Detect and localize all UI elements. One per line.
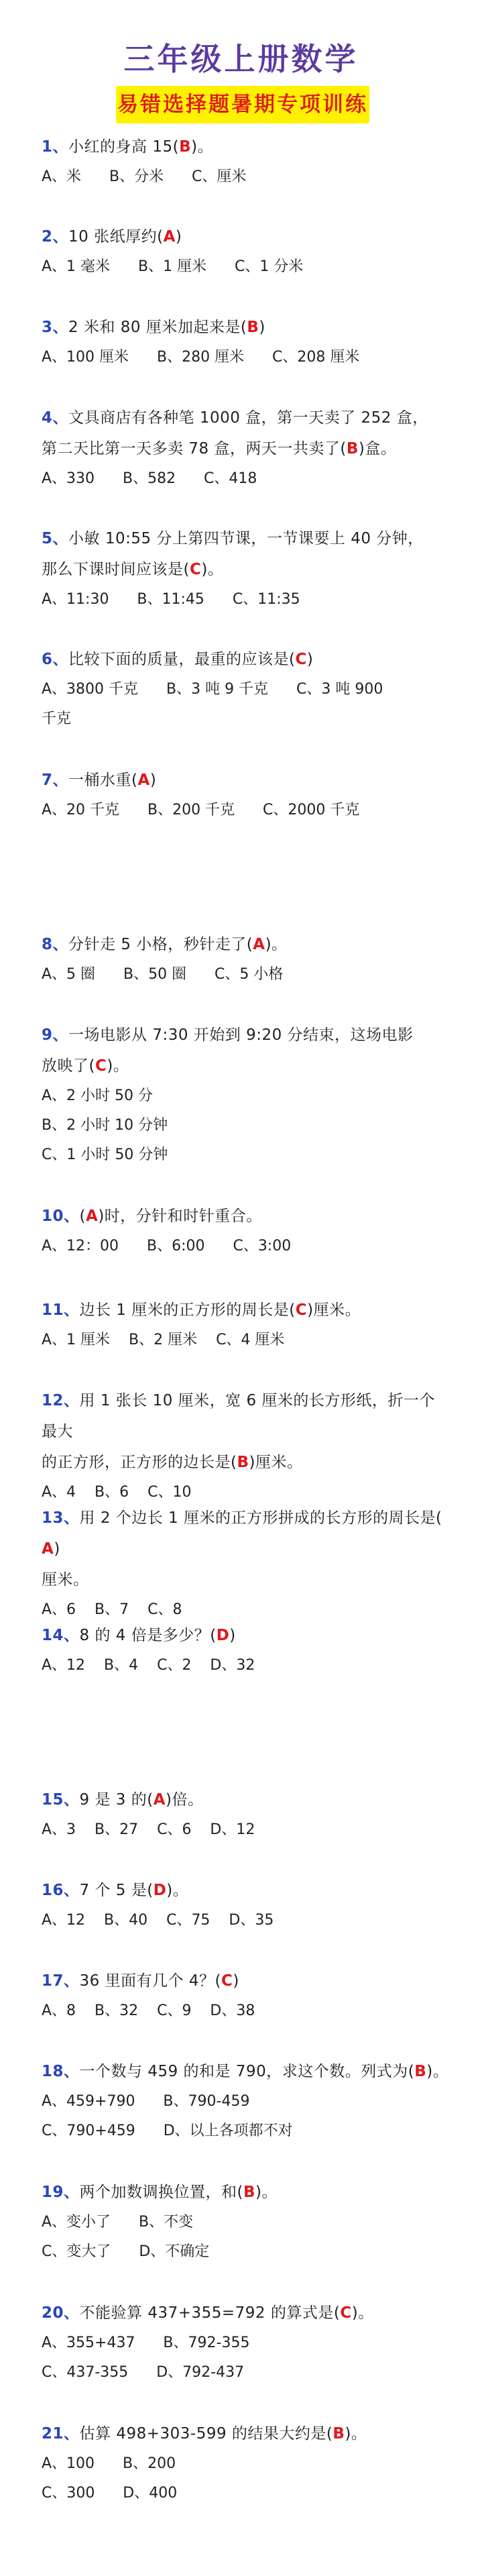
options-line: A、11:30 B、11:45 C、11:35 [42,591,300,608]
question-text: 比较下面的质量，最重的应该是( [68,651,296,668]
question-text-line2: 厘米。 [42,1571,89,1589]
options-line-2: 千克 [42,710,72,727]
question-9 [42,1020,450,1170]
question-text: 8 的 4 倍是多少？( [79,1627,217,1644]
answer-letter: D [153,1882,167,1899]
question-15 [42,1784,450,1845]
question-number: 11、 [42,1301,80,1319]
question-text-line2: 放映了( [42,1057,95,1075]
question-text: 不能验算 437+355=792 的算式是( [79,2304,341,2322]
question-text: 文具商店有各种笔 1000 盒，第一天卖了 252 盒， [68,409,428,427]
answer-letter: B [237,1454,249,1471]
question-number: 18、 [42,2063,80,2080]
question-3 [42,312,450,372]
question-number: 21、 [42,2425,80,2443]
options-line: A、355+437 B、792-355 [42,2334,250,2351]
question-number: 4、 [42,409,69,427]
question-text-tail: )倍。 [166,1791,204,1809]
options-line: A、12 B、40 C、75 D、35 [42,1912,274,1929]
answer-letter: D [216,1627,230,1644]
question-text: 边长 1 厘米的正方形的周长是( [79,1301,296,1319]
answer-letter: A [163,228,176,246]
question-text-tail: )盒。 [358,440,397,458]
question-12 [42,1385,450,1507]
question-text-tail: )。 [255,2184,278,2201]
question-text: 7 个 5 是( [79,1882,154,1899]
question-11 [42,1295,450,1355]
question-19 [42,2177,450,2267]
question-number: 9、 [42,1026,69,1044]
question-text-line2: 的正方形，正方形的边长是( [42,1454,237,1471]
options-line-3: C、1 小时 50 分钟 [42,1146,168,1163]
options-line-2: C、300 D、400 [42,2485,178,2502]
answer-letter: B [179,138,192,156]
question-number: 12、 [42,1392,80,1409]
question-number: 15、 [42,1791,80,1809]
question-text: 9 是 3 的( [79,1791,154,1809]
answer-letter: C [295,651,307,668]
question-number: 20、 [42,2304,80,2322]
question-5 [42,523,450,614]
options-line-2: B、2 小时 10 分钟 [42,1117,168,1134]
question-text: 一场电影从 7:30 开始到 9:20 分结束，这场电影 [68,1026,414,1044]
question-text: 分针走 5 小格，秒针走了( [68,936,253,953]
options-line: A、2 小时 50 分 [42,1087,154,1104]
question-number: 17、 [42,1972,80,1990]
question-text-tail: )。 [345,2425,367,2443]
question-21 [42,2418,450,2508]
answer-letter: A [42,1540,54,1558]
question-2 [42,221,450,282]
question-text-tail: )。 [107,1057,129,1075]
options-line: A、1 毫米 B、1 厘米 C、1 分米 [42,258,304,275]
question-number: 14、 [42,1627,80,1644]
question-6 [42,644,450,734]
question-text: 小敏 10:55 分上第四节课，一节课要上 40 分钟， [68,530,424,547]
question-14 [42,1620,450,1680]
question-text: ( [79,1208,86,1225]
question-17 [42,1966,450,2026]
question-13 [42,1503,450,1625]
question-20 [42,2298,450,2387]
options-line-2: C、437-355 D、792-437 [42,2364,245,2381]
options-line: A、459+790 B、790-459 [42,2093,250,2110]
options-line: A、4 B、6 C、10 [42,1484,192,1501]
question-text: 估算 498+303-599 的结果大约是( [79,2425,333,2443]
answer-letter: A [86,1208,99,1225]
answer-letter: B [414,2063,427,2080]
answer-letter: C [189,561,202,578]
answer-letter: C [221,1972,233,1990]
question-text-tail: )。 [351,2304,374,2322]
options-line: A、米 B、分米 C、厘米 [42,168,247,185]
question-text: 小红的身高 15( [68,138,180,156]
answer-letter: B [243,2184,256,2201]
question-text-tail: )。 [166,1882,189,1899]
options-line: A、100 B、200 [42,2455,176,2472]
question-8 [42,929,450,989]
answer-letter: C [295,1301,308,1319]
question-text-tail: ) [54,1540,60,1558]
answer-letter: A [253,936,265,953]
question-number: 1、 [42,138,69,156]
question-text: 两个加数调换位置，和( [79,2184,243,2201]
options-line: A、3 B、27 C、6 D、12 [42,1821,255,1838]
options-line: A、变小了 B、不变 [42,2214,194,2231]
options-line: A、5 圈 B、50 圈 C、5 小格 [42,966,284,983]
question-text: 2 米和 80 厘米加起来是( [68,319,247,336]
question-text: 一桶水重( [68,771,138,789]
question-number: 16、 [42,1882,80,1899]
question-text: 36 里面有几个 4？( [79,1972,222,1990]
options-line-2: C、790+459 D、以上各项都不对 [42,2123,293,2139]
question-text-tail: ) [149,771,157,789]
question-text-tail: )时，分针和时针重合。 [98,1208,262,1225]
question-text: 用 1 张长 10 厘米，宽 6 厘米的长方形纸，折一个最大 [42,1392,435,1440]
question-text: 一个数与 459 的和是 790，求这个数。列式为( [79,2063,415,2080]
question-7 [42,765,450,825]
question-text-tail: )。 [426,2063,449,2080]
question-number: 6、 [42,651,69,668]
options-line: A、1 厘米 B、2 厘米 C、4 厘米 [42,1332,285,1348]
answer-letter: A [153,1791,166,1809]
question-16 [42,1875,450,1935]
options-line: A、8 B、32 C、9 D、38 [42,2002,255,2019]
question-text-tail: ) [175,228,182,246]
question-number: 2、 [42,228,69,246]
question-number: 3、 [42,319,69,336]
answer-letter: A [137,771,150,789]
question-number: 5、 [42,530,69,547]
question-number: 19、 [42,2184,80,2201]
question-text-line2: 第二天比第一天多卖 78 盒，两天一共卖了( [42,440,347,458]
question-number: 8、 [42,936,69,953]
question-text-tail: ) [306,651,314,668]
question-text: 10 张纸厚约( [68,228,164,246]
page-title: 三年级上册数学 [123,41,359,77]
options-line: A、12 B、4 C、2 D、32 [42,1657,255,1674]
options-line: A、3800 千克 B、3 吨 9 千克 C、3 吨 900 [42,681,383,698]
question-number: 13、 [42,1509,80,1527]
question-number: 10、 [42,1208,80,1225]
answer-letter: C [95,1057,107,1075]
options-line-2: C、变大了 D、不确定 [42,2243,210,2260]
question-text: 用 2 个边长 1 厘米的正方形拼成的长方形的周长是( [79,1509,442,1527]
question-text-line2: 那么下课时间应该是( [42,561,190,578]
question-text-tail: )厘米。 [249,1454,303,1471]
options-line: A、330 B、582 C、418 [42,470,257,487]
answer-letter: B [247,319,259,336]
question-1 [42,131,450,192]
options-line: A、100 厘米 B、280 厘米 C、208 厘米 [42,349,360,366]
options-line: A、20 千克 B、200 千克 C、2000 千克 [42,802,360,818]
question-number: 7、 [42,771,69,789]
answer-letter: C [340,2304,352,2322]
question-text-tail: )厘米。 [307,1301,361,1319]
question-10 [42,1201,450,1261]
question-text-tail: ) [259,319,265,336]
question-text-tail: ) [233,1972,239,1990]
options-line: A、6 B、7 C、8 [42,1601,182,1618]
subtitle-banner: 易错选择题暑期专项训练 [116,86,369,123]
question-text-tail: )。 [191,138,214,156]
question-18 [42,2056,450,2146]
answer-letter: B [333,2425,345,2443]
question-text-tail: ) [229,1627,236,1644]
answer-letter: B [346,440,359,458]
question-text-tail: )。 [265,936,288,953]
question-4 [42,402,450,494]
options-line: A、12：00 B、6:00 C、3:00 [42,1238,292,1254]
question-text-tail: )。 [201,561,224,578]
